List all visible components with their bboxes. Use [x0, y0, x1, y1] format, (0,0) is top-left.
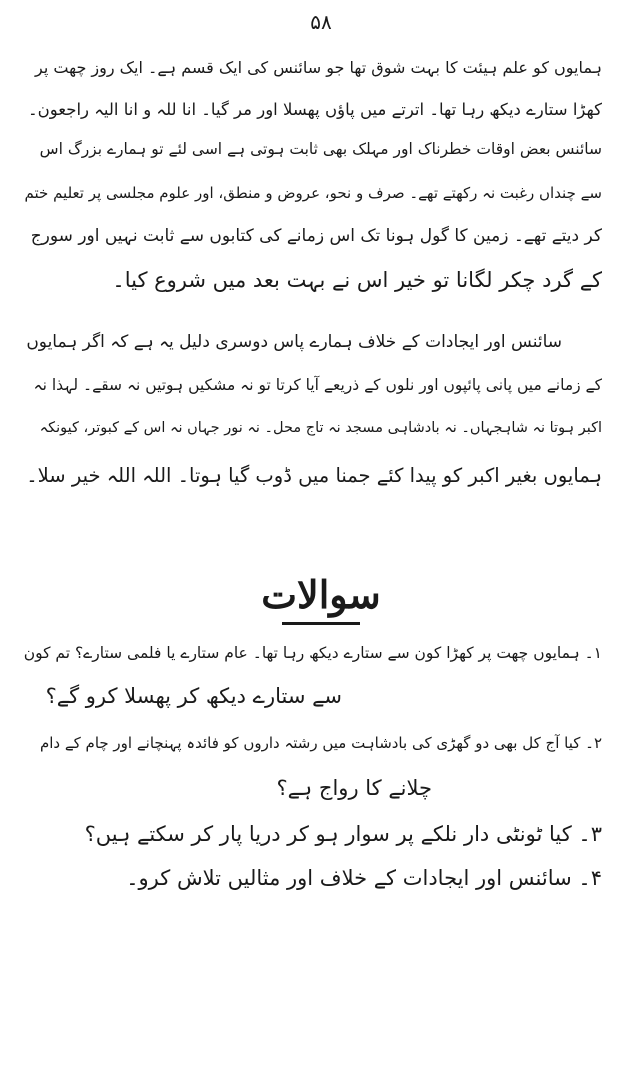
- question-line: ۴۔ سائنس اور ایجادات کے خلاف اور مثالیں تلاش کرو۔: [126, 866, 602, 890]
- section-title: سوالات: [261, 572, 381, 617]
- question-line: ۳۔ کیا ٹونٹی دار نلکے پر سوار ہو کر دریا پار کر سکتے ہیں؟: [84, 822, 602, 846]
- question-line: سے ستارے دیکھ کر پھسلا کرو گے؟: [45, 684, 342, 708]
- text-line: کے زمانے میں پانی پائپوں اور نلوں کے ذریعے آیا کرتا تو نہ مشکیں ہوتیں نہ سقے۔ لہذا نہ: [33, 376, 602, 394]
- text-line: سے چنداں رغبت نہ رکھتے تھے۔ صرف و نحو، عروض و منطق، اور علوم مجلسی پر تعلیم ختم: [24, 184, 602, 202]
- question-line: چلانے کا رواج ہے؟: [276, 776, 432, 800]
- text-line: کر دیتے تھے۔ زمین کا گول ہونا تک اس زمانے کی کتابوں سے ثابت نہیں اور سورج: [30, 226, 602, 246]
- title-underline: [282, 622, 360, 625]
- text-line: کھڑا ستارے دیکھ رہا تھا۔ اترتے میں پاؤں پھسلا اور مر گیا۔ انا للہ و انا الیہ راجعون۔: [27, 100, 602, 119]
- question-line: ۲۔ کیا آج کل بھی دو گھڑی کی بادشاہت میں رشتہ داروں کو فائدہ پہنچانے اور چام کے دام: [39, 734, 602, 752]
- question-line: ۱۔ ہمایوں چھت پر کھڑا کون سے ستارے دیکھ رہا تھا۔ عام ستارے یا فلمی ستارے؟ تم کون: [23, 644, 602, 662]
- page-number: ۵۸: [310, 10, 332, 34]
- text-line: سائنس اور ایجادات کے خلاف ہمارے پاس دوسری دلیل یہ ہے کہ اگر ہمایوں: [26, 332, 562, 352]
- text-line: ہمایوں کو علم ہیئت کا بہت شوق تھا جو سائنس کی ایک قسم ہے۔ ایک روز چھت پر: [34, 58, 602, 77]
- text-line: اکبر ہوتا نہ شاہجہاں۔ نہ بادشاہی مسجد نہ تاج محل۔ نہ نور جہاں نہ اس کے کبوتر، کیونکہ: [39, 420, 602, 436]
- text-line: سائنس بعض اوقات خطرناک اور مہلک بھی ثابت ہوتی ہے اسی لئے تو ہمارے بزرگ اس: [39, 140, 602, 158]
- text-line: ہمایوں بغیر اکبر کو پیدا کئے جمنا میں ڈوب گیا ہوتا۔ اللہ اللہ خیر سلا۔: [26, 464, 602, 487]
- text-line: کے گرد چکر لگانا تو خیر اس نے بہت بعد میں شروع کیا۔: [112, 268, 602, 292]
